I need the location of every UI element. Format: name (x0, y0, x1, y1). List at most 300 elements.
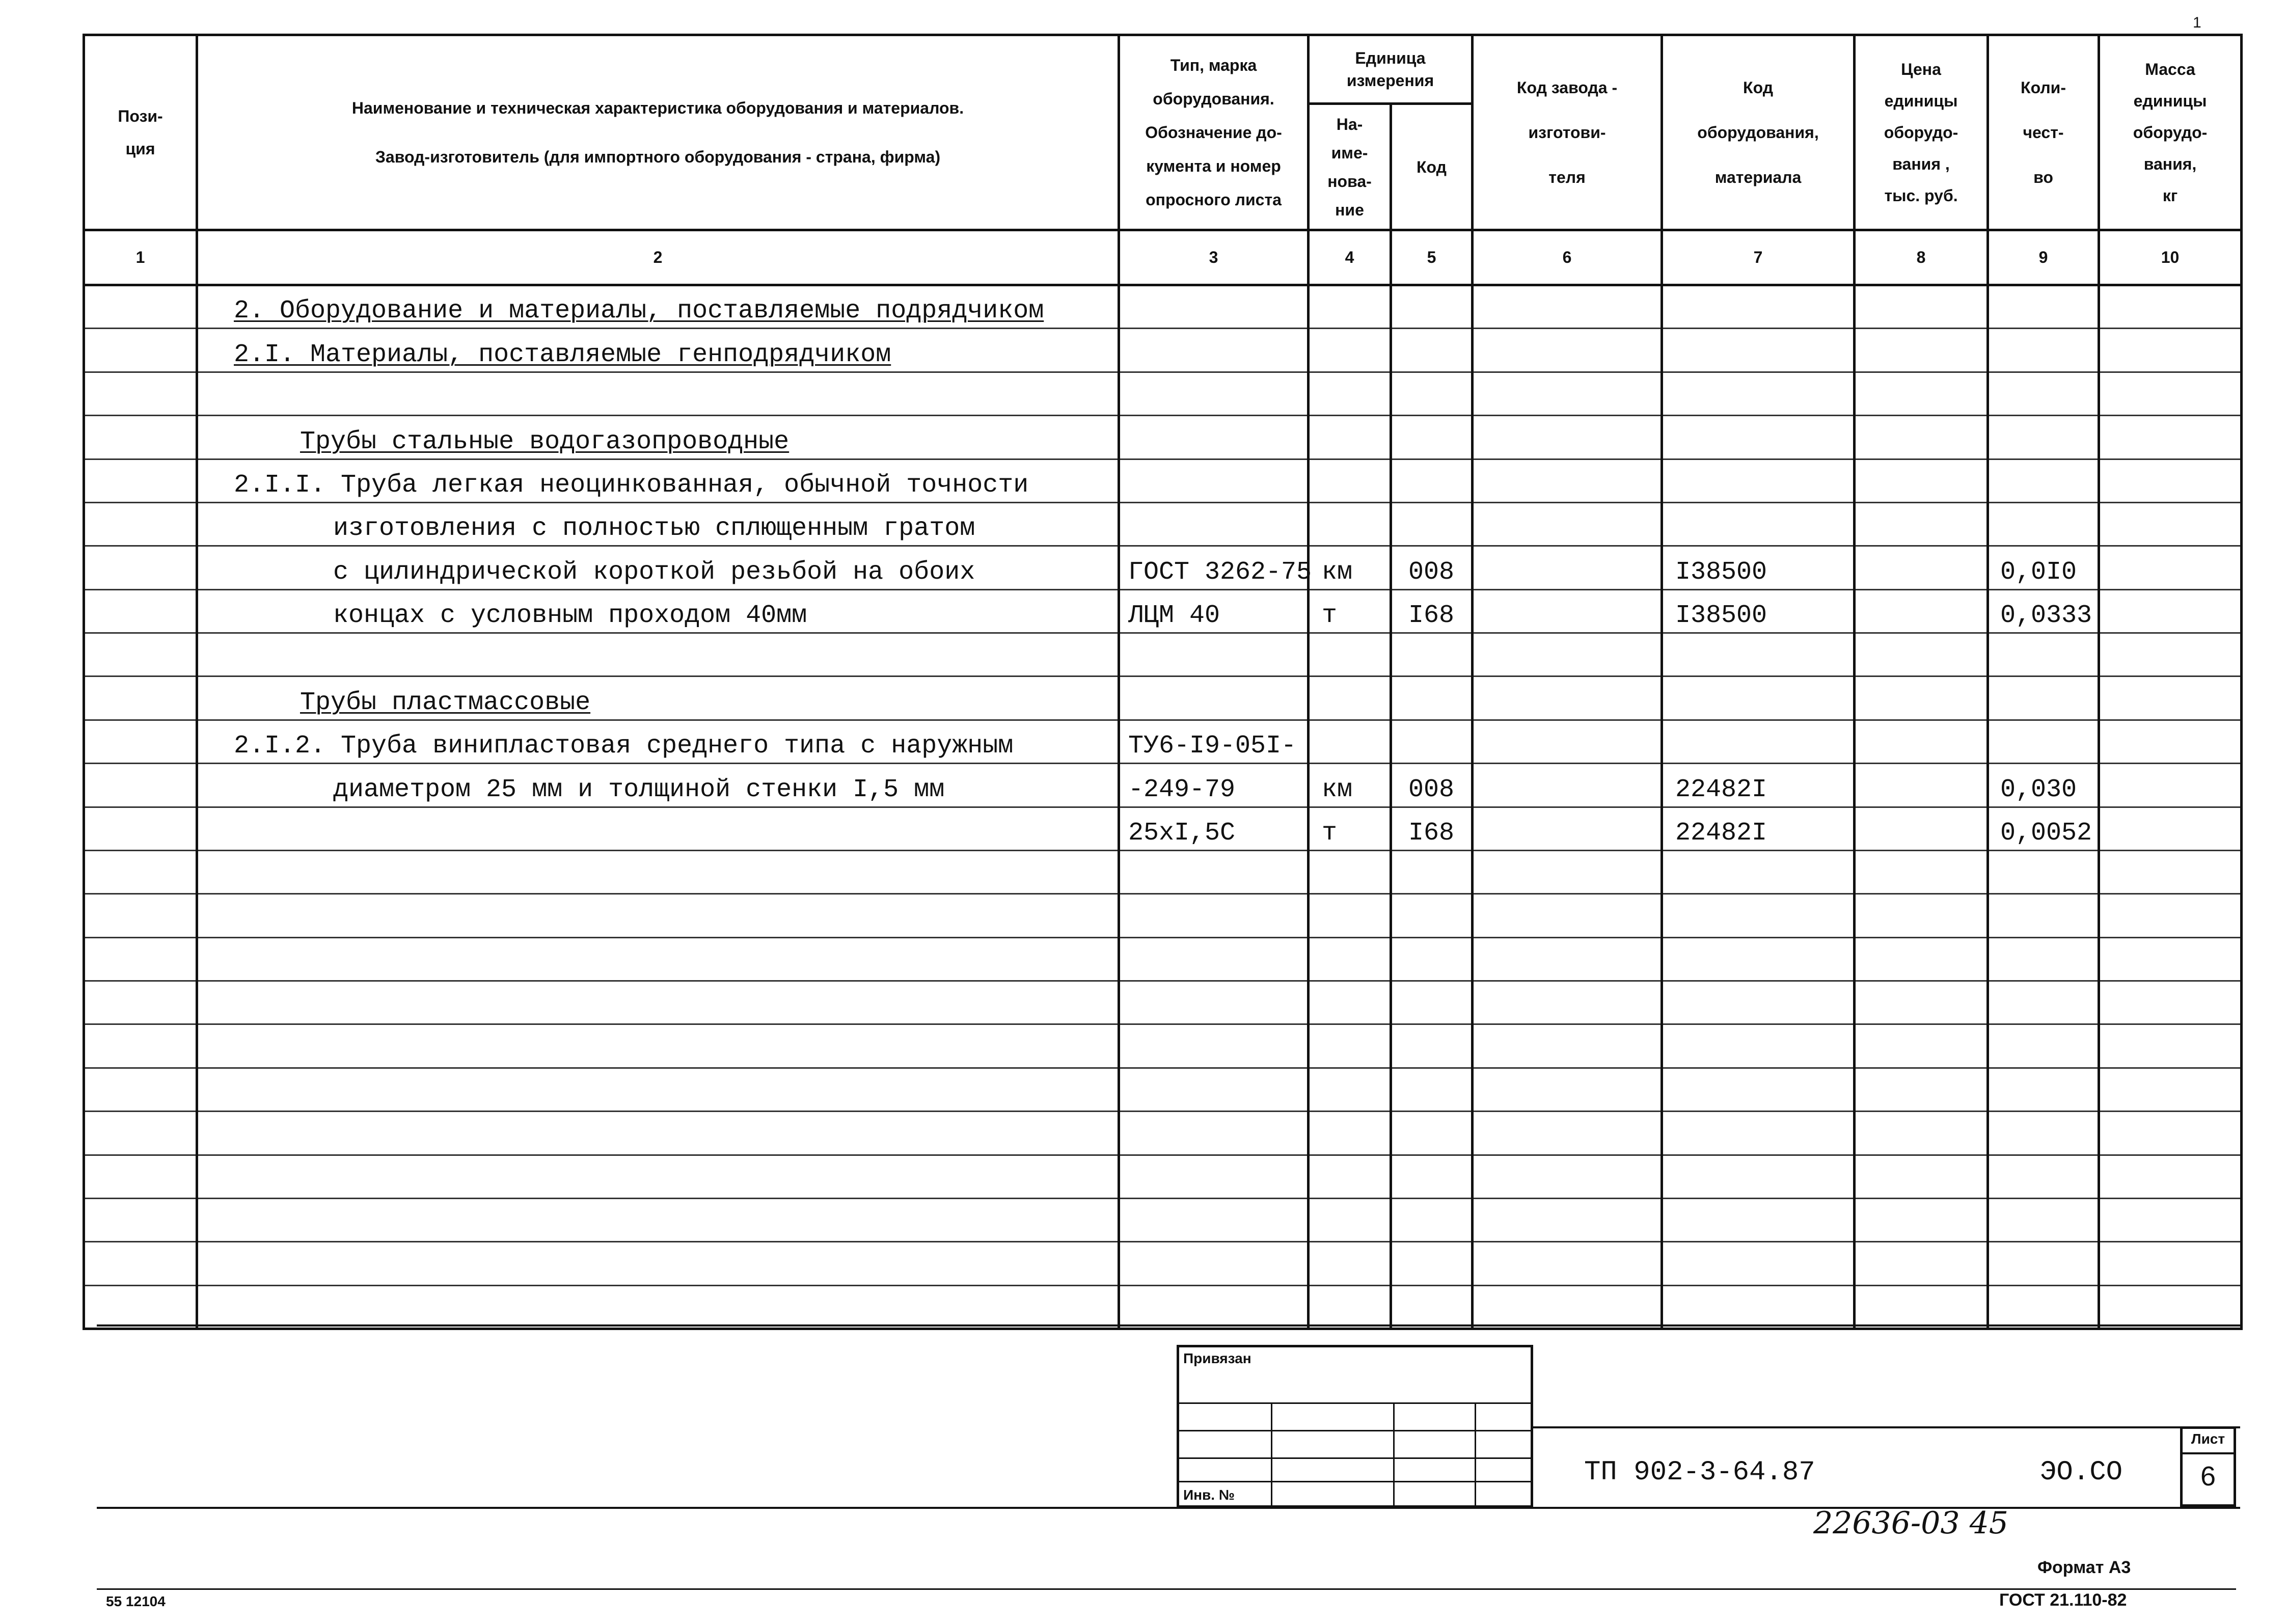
type-cell (1119, 807, 1309, 850)
unit-name-cell (1309, 546, 1391, 589)
form-code: 55 12104 (106, 1593, 166, 1609)
format-label: Формат А3 (2037, 1558, 2131, 1577)
type-cell (1119, 1198, 1309, 1241)
plant-code-cell (1473, 1068, 1662, 1111)
position-cell (84, 1285, 197, 1329)
mass-cell (2099, 720, 2242, 763)
type-cell (1119, 1068, 1309, 1111)
header-plant-code: Код завода - изготови- теля (1473, 35, 1662, 230)
column-numbers-row (84, 230, 2242, 285)
unit-name-cell (1309, 1068, 1391, 1111)
plant-code-cell (1473, 1198, 1662, 1241)
standard-label: ГОСТ 21.110-82 (1999, 1590, 2127, 1610)
type-cell (1119, 676, 1309, 720)
unit-code-cell (1391, 502, 1473, 546)
stamp-rule (1475, 1402, 1476, 1508)
plant-code-cell (1473, 329, 1662, 372)
table-row (84, 981, 2242, 1024)
unit-name-cell (1309, 285, 1391, 329)
equipment-code-cell (1662, 676, 1855, 720)
price-cell (1855, 894, 1988, 937)
sheet-number: 6 (2200, 1461, 2216, 1492)
quantity-cell (1988, 764, 2099, 807)
plant-code-cell (1473, 633, 1662, 676)
quantity-cell (1988, 676, 2099, 720)
mass-cell (2099, 416, 2242, 459)
equipment-code-cell (1662, 589, 1855, 633)
position-cell (84, 502, 197, 546)
quantity-cell (1988, 894, 2099, 937)
table-row (84, 676, 2242, 720)
price-cell (1855, 459, 1988, 502)
type-cell (1119, 633, 1309, 676)
equipment-code-cell (1662, 459, 1855, 502)
name-text: 2.I. Материалы, поставляемые генподрядчиком (234, 340, 891, 369)
unit-name-cell (1309, 329, 1391, 372)
mass-cell (2099, 807, 2242, 850)
equipment-code-cell (1662, 937, 1855, 981)
type-text: ТУ6-I9-05I- (1128, 732, 1297, 761)
plant-code-cell (1473, 589, 1662, 633)
price-cell (1855, 1242, 1988, 1285)
type-cell (1119, 329, 1309, 372)
name-text: изготовления с полностью сплющенным гратом (333, 514, 975, 544)
quantity-cell (1988, 633, 2099, 676)
name-text: 2. Оборудование и материалы, поставляемые подрядчиком (234, 296, 1044, 326)
column-number: 8 (1855, 230, 1988, 285)
unit-code-text: I68 (1408, 818, 1455, 848)
quantity-cell (1988, 285, 2099, 329)
type-cell (1119, 372, 1309, 415)
plant-code-cell (1473, 1024, 1662, 1068)
unit-code-cell (1391, 1285, 1473, 1329)
unit-name-cell (1309, 937, 1391, 981)
position-cell (84, 1198, 197, 1241)
position-cell (84, 1068, 197, 1111)
name-text: Трубы пластмассовые (300, 688, 591, 717)
type-cell (1119, 546, 1312, 589)
specification-table (83, 34, 2243, 1330)
price-cell (1855, 502, 1988, 546)
equipment-code-cell (1662, 546, 1855, 589)
table-row (84, 1285, 2242, 1329)
equipment-code-text: I38500 (1675, 557, 1767, 587)
name-cell (197, 807, 1119, 850)
mass-cell (2099, 1242, 2242, 1285)
quantity-cell (1988, 1198, 2099, 1241)
position-cell (84, 1242, 197, 1285)
equipment-code-cell (1662, 372, 1855, 415)
type-cell (1119, 459, 1309, 502)
unit-code-cell (1391, 372, 1473, 415)
unit-name-cell (1309, 1285, 1391, 1329)
table-row (84, 546, 2242, 589)
column-number: 6 (1473, 230, 1662, 285)
header-type: Тип, марка оборудования. Обозначение до- кумента и номер опросного листа (1119, 35, 1309, 230)
position-cell (84, 329, 197, 372)
type-cell (1119, 1242, 1309, 1285)
quantity-cell (1988, 1068, 2099, 1111)
equipment-code-cell (1662, 1242, 1855, 1285)
type-cell (1119, 850, 1309, 894)
price-cell (1855, 546, 1988, 589)
column-number: 4 (1309, 230, 1391, 285)
type-cell (1119, 416, 1309, 459)
equipment-code-cell (1662, 764, 1855, 807)
name-text: 2.I.2. Труба винипластовая среднего типа с наружным (234, 732, 1014, 761)
plant-code-cell (1473, 1242, 1662, 1285)
unit-name-cell (1309, 1112, 1391, 1155)
name-text: 2.I.I. Труба легкая неоцинкованная, обычной точности (234, 470, 1029, 500)
price-cell (1855, 1068, 1988, 1111)
plant-code-cell (1473, 981, 1662, 1024)
mass-cell (2099, 633, 2242, 676)
equipment-code-cell (1662, 894, 1855, 937)
column-number: 9 (1988, 230, 2099, 285)
header-unit-mass: Масса единицы оборудо- вания, кг (2099, 35, 2242, 230)
plant-code-cell (1473, 372, 1662, 415)
inventory-label: Инв. № (1183, 1487, 1235, 1503)
quantity-cell (1988, 937, 2099, 981)
name-cell (197, 285, 1119, 329)
unit-name-cell (1309, 807, 1391, 850)
unit-code-cell (1391, 807, 1473, 850)
equipment-code-text: 22482I (1675, 818, 1767, 848)
quantity-cell (1988, 589, 2099, 633)
plant-code-cell (1473, 459, 1662, 502)
name-cell (197, 459, 1119, 502)
type-cell (1119, 720, 1309, 763)
unit-name-cell (1309, 720, 1391, 763)
name-cell (197, 764, 1119, 807)
sheet-label: Лист (2191, 1431, 2225, 1447)
quantity-cell (1988, 502, 2099, 546)
table-row (84, 720, 2242, 763)
unit-name-cell (1309, 981, 1391, 1024)
unit-name-text: т (1322, 818, 1338, 848)
plant-code-cell (1473, 285, 1662, 329)
column-number: 7 (1662, 230, 1855, 285)
unit-name-cell (1309, 1155, 1391, 1198)
name-cell (197, 894, 1119, 937)
type-cell (1119, 1112, 1309, 1155)
unit-code-cell (1391, 676, 1473, 720)
name-cell (197, 1285, 1119, 1329)
quantity-cell (1988, 1024, 2099, 1068)
plant-code-cell (1473, 1155, 1662, 1198)
unit-name-cell (1309, 1198, 1391, 1241)
unit-name-cell (1309, 894, 1391, 937)
unit-name-text: км (1322, 557, 1353, 587)
price-cell (1855, 1198, 1988, 1241)
type-cell (1119, 1024, 1309, 1068)
mass-cell (2099, 372, 2242, 415)
unit-code-cell (1391, 285, 1473, 329)
footer-rule (97, 1588, 2236, 1590)
stamp-rule (1179, 1457, 1531, 1459)
mass-cell (2099, 1112, 2242, 1155)
name-cell (197, 633, 1119, 676)
table-row (84, 894, 2242, 937)
unit-name-cell (1309, 372, 1391, 415)
quantity-cell (1988, 1285, 2099, 1329)
unit-name-cell (1309, 502, 1391, 546)
unit-code-cell (1391, 546, 1473, 589)
name-text: с цилиндрической короткой резьбой на обоих (333, 557, 975, 587)
unit-code-cell (1391, 1024, 1473, 1068)
project-code: ТП 902-3-64.87 (1584, 1457, 1815, 1488)
unit-code-cell (1391, 329, 1473, 372)
unit-code-cell (1391, 937, 1473, 981)
name-cell (197, 546, 1119, 589)
table-row (84, 285, 2242, 329)
unit-name-cell (1309, 764, 1391, 807)
column-number: 2 (197, 230, 1119, 285)
position-cell (84, 1155, 197, 1198)
type-cell (1119, 764, 1309, 807)
table-row (84, 633, 2242, 676)
table-row (84, 459, 2242, 502)
price-cell (1855, 1112, 1988, 1155)
stamp-rule (1179, 1481, 1531, 1482)
mass-cell (2099, 285, 2242, 329)
equipment-code-cell (1662, 981, 1855, 1024)
column-number: 5 (1391, 230, 1473, 285)
type-text: -249-79 (1128, 775, 1236, 804)
quantity-cell (1988, 1112, 2099, 1155)
title-block-top-rule (1533, 1426, 2240, 1428)
type-cell (1119, 502, 1309, 546)
stamp-rule (1393, 1402, 1395, 1508)
quantity-cell (1988, 1155, 2099, 1198)
equipment-code-text: 22482I (1675, 775, 1767, 804)
unit-name-cell (1309, 1024, 1391, 1068)
position-cell (84, 1024, 197, 1068)
table-row (84, 329, 2242, 372)
unit-name-cell (1309, 459, 1391, 502)
header-unit-name: На- име- нова- ние (1309, 104, 1391, 230)
name-cell (197, 1155, 1119, 1198)
unit-code-text: 008 (1408, 775, 1455, 804)
position-cell (84, 416, 197, 459)
quantity-text: 0,0333 (2000, 601, 2092, 630)
type-cell (1119, 285, 1309, 329)
name-cell (197, 502, 1119, 546)
price-cell (1855, 676, 1988, 720)
type-cell (1119, 937, 1309, 981)
table-row (84, 416, 2242, 459)
quantity-cell (1988, 546, 2099, 589)
equipment-code-cell (1662, 850, 1855, 894)
mass-cell (2099, 502, 2242, 546)
table-row (84, 1068, 2242, 1111)
table-row (84, 372, 2242, 415)
mass-cell (2099, 1198, 2242, 1241)
header-equipment-code: Код оборудования, материала (1662, 35, 1855, 230)
name-cell (197, 1198, 1119, 1241)
plant-code-cell (1473, 546, 1662, 589)
price-cell (1855, 285, 1988, 329)
unit-code-cell (1391, 850, 1473, 894)
plant-code-cell (1473, 1285, 1662, 1329)
corner-mark: 1 (2193, 14, 2201, 31)
position-cell (84, 546, 197, 589)
table-row (84, 1198, 2242, 1241)
type-cell (1119, 1155, 1309, 1198)
plant-code-cell (1473, 676, 1662, 720)
position-cell (84, 589, 197, 633)
price-cell (1855, 633, 1988, 676)
position-cell (84, 720, 197, 763)
equipment-code-cell (1662, 1198, 1855, 1241)
equipment-code-cell (1662, 329, 1855, 372)
quantity-cell (1988, 807, 2099, 850)
unit-name-cell (1309, 676, 1391, 720)
unit-code-cell (1391, 894, 1473, 937)
price-cell (1855, 372, 1988, 415)
quantity-text: 0,030 (2000, 775, 2077, 804)
bound-label: Привязан (1183, 1350, 1251, 1366)
mass-cell (2099, 894, 2242, 937)
position-cell (84, 459, 197, 502)
mass-cell (2099, 764, 2242, 807)
plant-code-cell (1473, 720, 1662, 763)
unit-code-text: 008 (1408, 557, 1455, 587)
table-row (84, 850, 2242, 894)
name-cell (197, 981, 1119, 1024)
unit-code-cell (1391, 459, 1473, 502)
position-cell (84, 372, 197, 415)
plant-code-cell (1473, 807, 1662, 850)
name-text: концах с условным проходом 40мм (333, 601, 807, 630)
table-row (84, 937, 2242, 981)
column-number: 3 (1119, 230, 1309, 285)
unit-code-text: I68 (1408, 601, 1455, 630)
header-position: Пози- ция (84, 35, 197, 230)
unit-code-cell (1391, 633, 1473, 676)
name-cell (197, 720, 1119, 763)
table-row (84, 1242, 2242, 1285)
column-number: 10 (2099, 230, 2242, 285)
unit-name-text: т (1322, 601, 1338, 630)
position-cell (84, 1112, 197, 1155)
quantity-cell (1988, 416, 2099, 459)
mass-cell (2099, 981, 2242, 1024)
equipment-code-cell (1662, 1285, 1855, 1329)
price-cell (1855, 720, 1988, 763)
plant-code-cell (1473, 502, 1662, 546)
position-cell (84, 894, 197, 937)
type-cell (1119, 589, 1309, 633)
position-cell (84, 807, 197, 850)
name-cell (197, 1024, 1119, 1068)
table-row (84, 1112, 2242, 1155)
unit-code-cell (1391, 1068, 1473, 1111)
unit-code-cell (1391, 1242, 1473, 1285)
equipment-code-cell (1662, 285, 1855, 329)
equipment-code-cell (1662, 1024, 1855, 1068)
price-cell (1855, 1024, 1988, 1068)
type-cell (1119, 894, 1309, 937)
mass-cell (2099, 676, 2242, 720)
type-text: ЛЦМ 40 (1128, 601, 1220, 630)
type-cell (1119, 1285, 1309, 1329)
unit-code-cell (1391, 720, 1473, 763)
name-cell (197, 1068, 1119, 1111)
stamp-rule (1179, 1430, 1531, 1431)
equipment-code-cell (1662, 720, 1855, 763)
quantity-cell (1988, 720, 2099, 763)
plant-code-cell (1473, 850, 1662, 894)
table-row (84, 502, 2242, 546)
mass-cell (2099, 589, 2242, 633)
price-cell (1855, 764, 1988, 807)
equipment-code-cell (1662, 1112, 1855, 1155)
quantity-cell (1988, 459, 2099, 502)
document-code: ЭО.СО (2040, 1457, 2123, 1488)
unit-code-cell (1391, 416, 1473, 459)
price-cell (1855, 589, 1988, 633)
table-row (84, 1155, 2242, 1198)
price-cell (1855, 1155, 1988, 1198)
quantity-cell (1988, 850, 2099, 894)
stamp-rule (1179, 1402, 1531, 1404)
unit-code-cell (1391, 589, 1473, 633)
mass-cell (2099, 937, 2242, 981)
equipment-code-cell (1662, 502, 1855, 546)
price-cell (1855, 850, 1988, 894)
quantity-cell (1988, 1242, 2099, 1285)
unit-code-cell (1391, 981, 1473, 1024)
table-row (84, 764, 2242, 807)
price-cell (1855, 1285, 1988, 1329)
type-cell (1119, 981, 1309, 1024)
header-unit-group: Единица измерения (1309, 35, 1473, 104)
sheet-rule (2183, 1452, 2234, 1454)
price-cell (1855, 981, 1988, 1024)
name-text: Трубы стальные водогазопроводные (300, 427, 790, 456)
table-bottom-rule (97, 1324, 2240, 1327)
name-cell (197, 1112, 1119, 1155)
position-cell (84, 676, 197, 720)
table-row (84, 807, 2242, 850)
plant-code-cell (1473, 1112, 1662, 1155)
unit-name-cell (1309, 589, 1391, 633)
position-cell (84, 633, 197, 676)
mass-cell (2099, 1285, 2242, 1329)
name-text: диаметром 25 мм и толщиной стенки I,5 мм (333, 775, 945, 804)
unit-code-cell (1391, 1198, 1473, 1241)
equipment-code-text: I38500 (1675, 601, 1767, 630)
equipment-code-cell (1662, 807, 1855, 850)
stamp-rule (1271, 1402, 1272, 1508)
price-cell (1855, 416, 1988, 459)
column-number: 1 (84, 230, 197, 285)
quantity-text: 0,0I0 (2000, 557, 2077, 587)
plant-code-cell (1473, 764, 1662, 807)
unit-name-cell (1309, 1242, 1391, 1285)
name-cell (197, 676, 1119, 720)
header-unit-price: Цена единицы оборудо- вания , тыс. руб. (1855, 35, 1988, 230)
price-cell (1855, 329, 1988, 372)
binding-stamp (1177, 1345, 1533, 1508)
name-cell (197, 937, 1119, 981)
name-cell (197, 329, 1119, 372)
unit-code-cell (1391, 1155, 1473, 1198)
type-text: ГОСТ 3262-75 (1128, 557, 1312, 587)
mass-cell (2099, 1068, 2242, 1111)
equipment-code-cell (1662, 1155, 1855, 1198)
